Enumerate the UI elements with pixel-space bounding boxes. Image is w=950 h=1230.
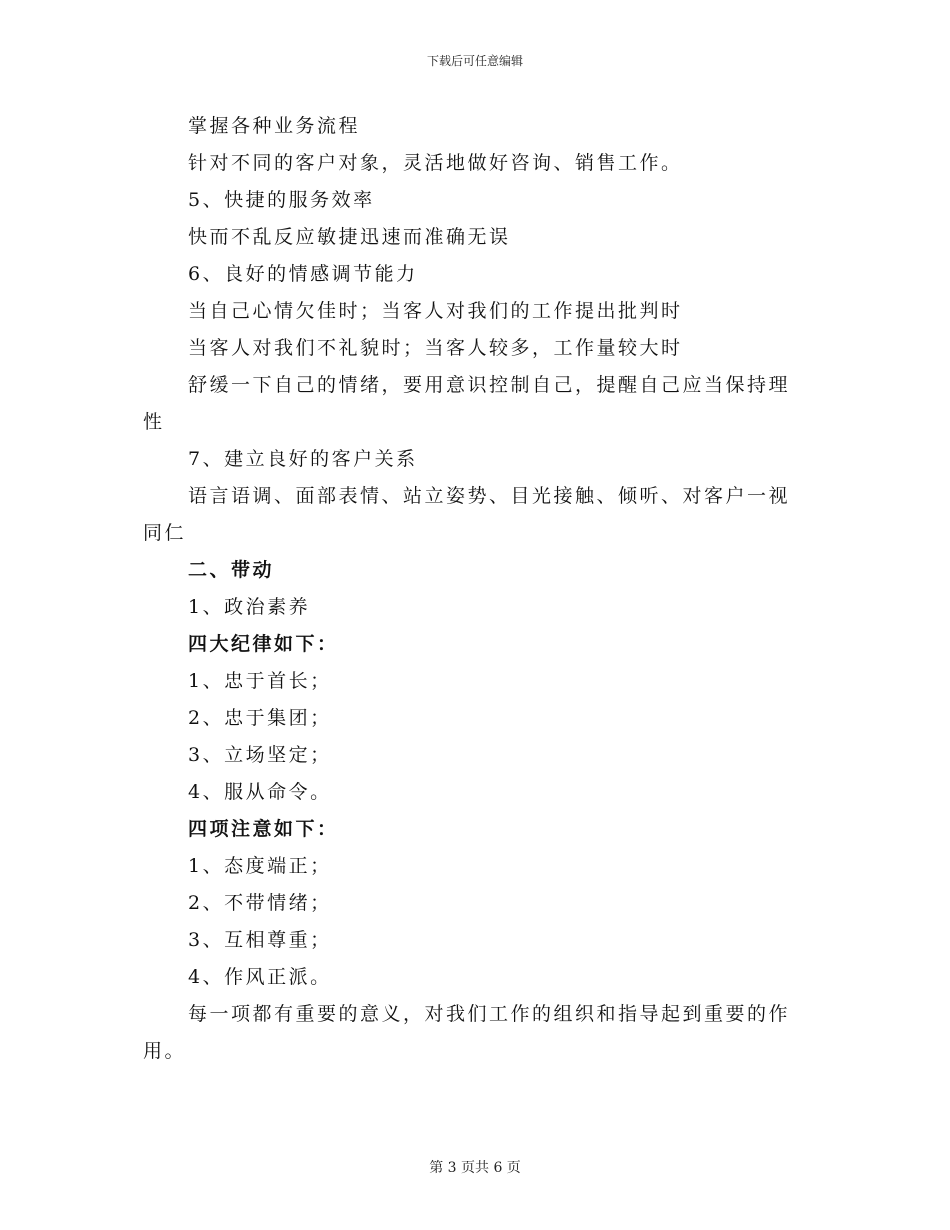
- paragraph: 掌握各种业务流程: [188, 115, 361, 137]
- paragraph: 快而不乱反应敏捷迅速而准确无误: [188, 226, 511, 248]
- page-footer: 第 3 页共 6 页: [429, 1160, 521, 1176]
- list-item: 4、服从命令。: [188, 781, 332, 803]
- paragraph: 6、良好的情感调节能力: [188, 263, 418, 285]
- document-body: [143, 108, 798, 1070]
- subheading: 四大纪律如下：: [188, 633, 339, 655]
- paragraph: 1、政治素养: [188, 596, 311, 618]
- paragraph: 7、建立良好的客户关系: [188, 448, 418, 470]
- paragraph: 5、快捷的服务效率: [188, 189, 375, 211]
- paragraph: 当客人对我们不礼貌时；当客人较多，工作量较大时: [188, 337, 683, 359]
- list-item: 1、态度端正；: [188, 855, 332, 877]
- list-item: 3、立场坚定；: [188, 744, 332, 766]
- paragraph: 针对不同的客户对象，灵活地做好咨询、销售工作。: [188, 152, 683, 174]
- paragraph: 每一项都有重要的意义，对我们工作的组织和指导起到重要的作用。: [143, 1003, 791, 1062]
- paragraph: 语言语调、面部表情、站立姿势、目光接触、倾听、对客户一视同仁: [143, 485, 791, 544]
- paragraph: 舒缓一下自己的情绪，要用意识控制自己，提醒自己应当保持理性: [143, 374, 791, 433]
- list-item: 2、不带情绪；: [188, 892, 332, 914]
- list-item: 1、忠于首长；: [188, 670, 332, 692]
- list-item: 4、作风正派。: [188, 966, 332, 988]
- section-heading: 二、带动: [188, 559, 275, 581]
- list-item: 3、互相尊重；: [188, 929, 332, 951]
- list-item: 2、忠于集团；: [188, 707, 332, 729]
- paragraph: 当自己心情欠佳时；当客人对我们的工作提出批判时: [188, 300, 683, 322]
- page-header: 下载后可任意编辑: [426, 54, 523, 68]
- subheading: 四项注意如下：: [188, 818, 339, 840]
